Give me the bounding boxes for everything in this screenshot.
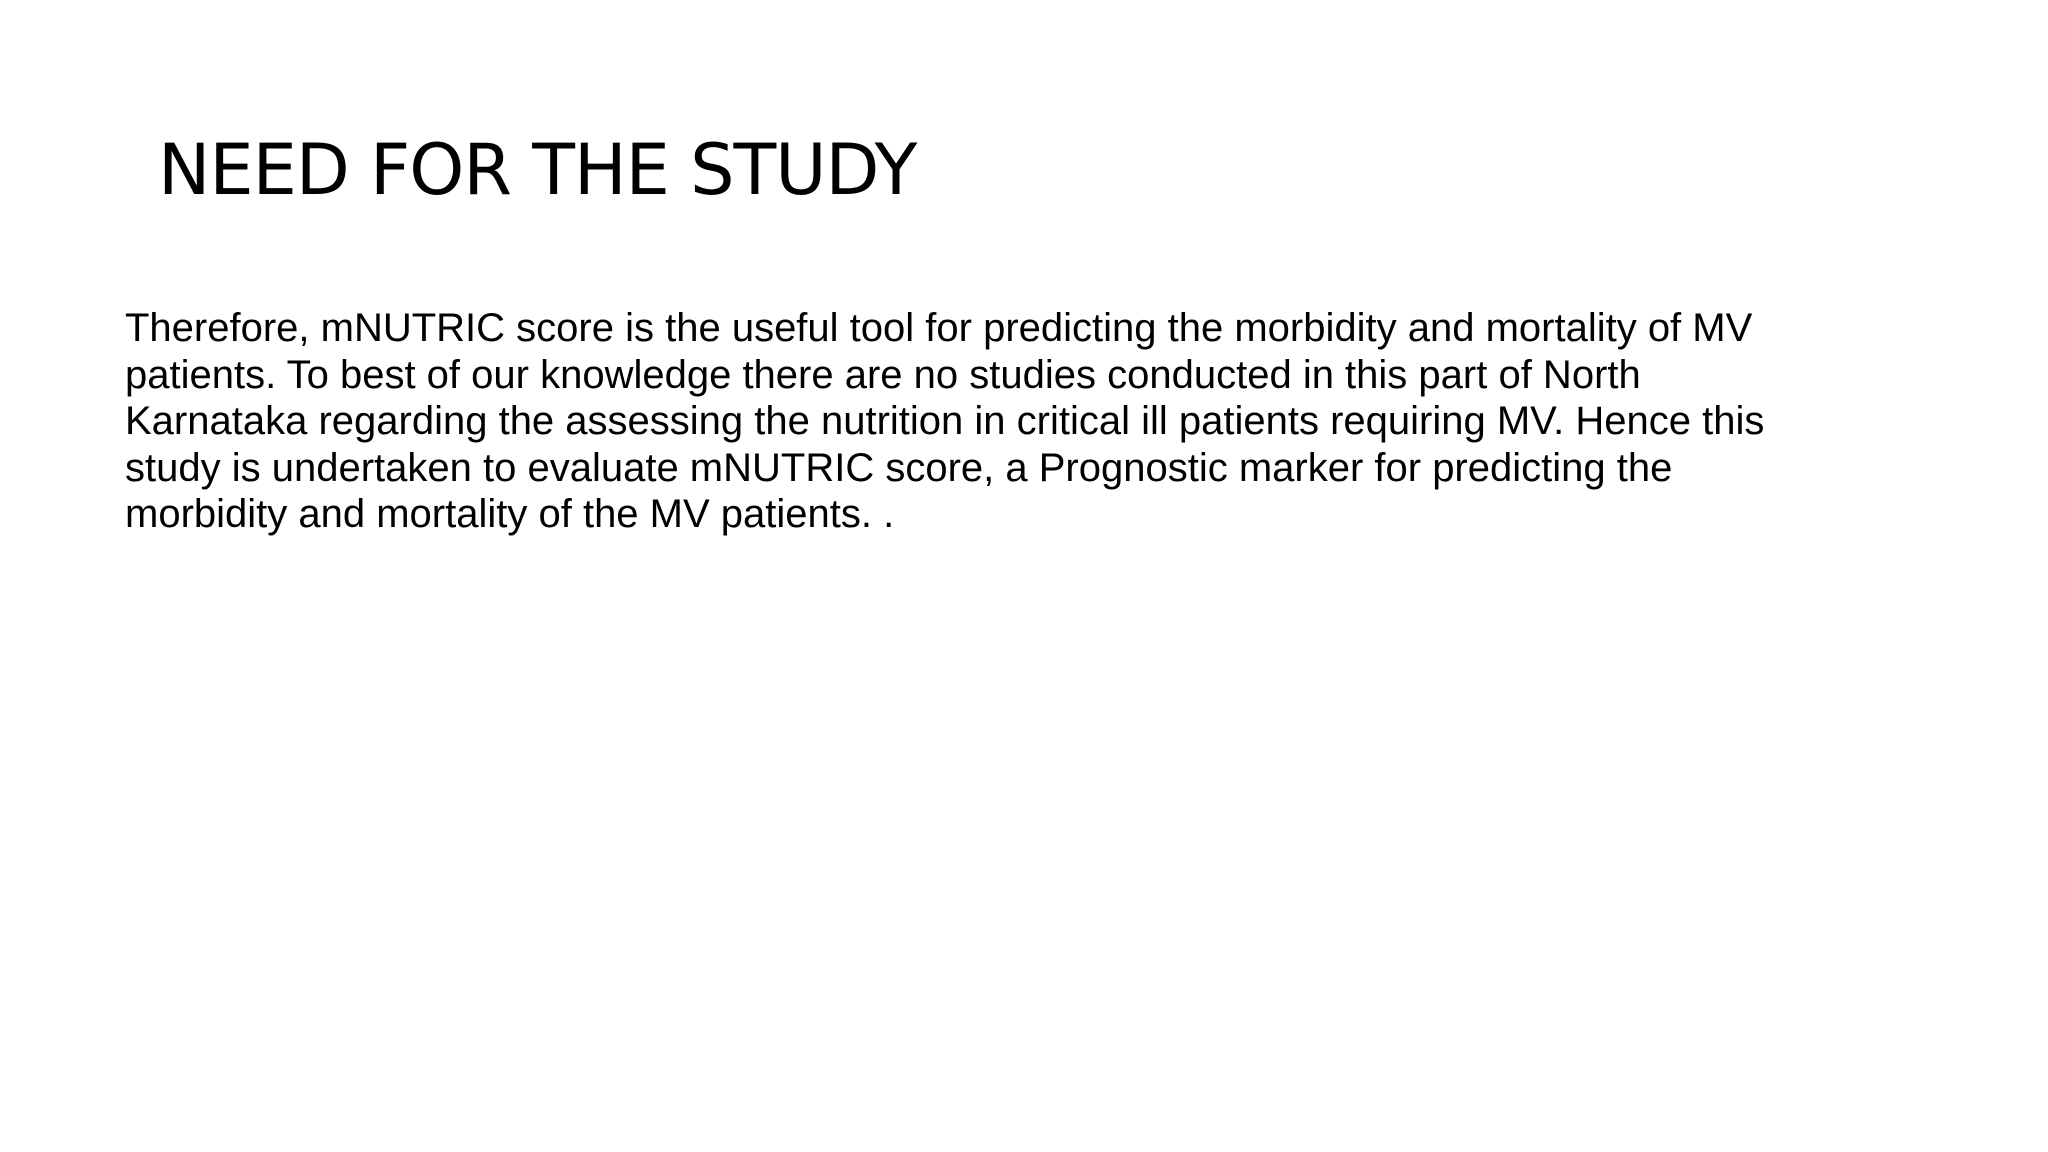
slide-title: NEED FOR THE STUDY [158,129,917,211]
body-line: patients. To best of our knowledge there are no studies conducted in this part of North [125,352,1641,397]
slide-body-text [125,305,1965,538]
body-line: Therefore, mNUTRIC score is the useful tool for predicting the morbidity and mortality of MV [125,306,1753,350]
body-line: study is undertaken to evaluate mNUTRIC score, a Prognostic marker for predicting the [125,445,1673,490]
body-line: morbidity and mortality of the MV patients. . [125,492,895,536]
body-line: Karnataka regarding the assessing the nutrition in critical ill patients requiring MV. Hence this [125,399,1765,443]
